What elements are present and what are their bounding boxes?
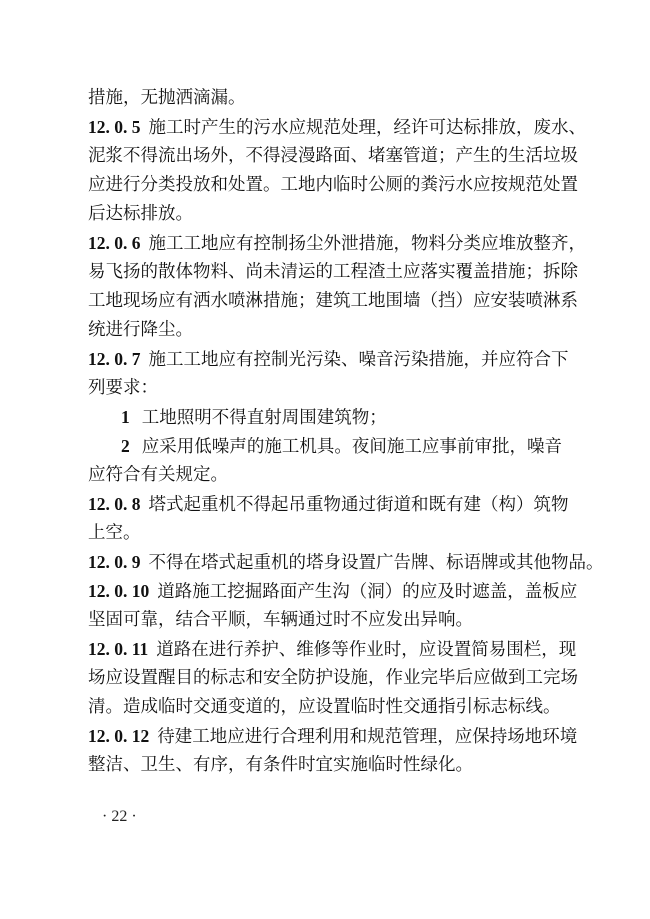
clause-12-0-6 (88, 229, 586, 345)
text-line: 场应设置醒目的标志和安全防护设施，作业完毕后应做到工完场 (88, 668, 578, 688)
item-number: 2 (121, 436, 130, 456)
text-line: 上空。 (88, 523, 141, 543)
clause-12-0-9 (88, 548, 604, 577)
text-line: 易飞扬的散体物料、尚未清运的工程渣土应落实覆盖措施；拆除 (88, 262, 578, 282)
clause-12-0-11 (88, 635, 578, 722)
item-number: 1 (121, 407, 130, 427)
clause-number: 12. 0. 5 (88, 117, 141, 137)
clause-number: 12. 0. 6 (88, 233, 141, 253)
text-line: 不得在塔式起重机的塔身设置广告牌、标语牌或其他物品。 (148, 553, 604, 573)
text-line: 塔式起重机不得起吊重物通过街道和既有建（构）筑物 (148, 495, 569, 515)
text-line: 措施，无抛洒滴漏。 (88, 88, 246, 108)
text-line: 后达标排放。 (88, 204, 193, 224)
text-line: 道路施工挖掘路面产生沟（洞）的应及时遮盖，盖板应 (157, 582, 578, 602)
text-line: 工地照明不得直射周围建筑物； (141, 408, 387, 428)
text-line: 整洁、卫生、有序，有条件时宜实施临时性绿化。 (88, 755, 473, 775)
text-line: 应进行分类投放和处置。工地内临时公厕的粪污水应按规范处置 (88, 175, 578, 195)
text-line: 坚固可靠，结合平顺，车辆通过时不应发出异响。 (88, 610, 473, 630)
clause-12-0-10 (88, 577, 578, 635)
text-line: 泥浆不得流出场外，不得浸漫路面、堵塞管道；产生的生活垃圾 (88, 146, 578, 166)
text-line: 应符合有关规定。 (88, 465, 228, 485)
text-line: 施工时产生的污水应规范处理，经许可达标排放，废水、 (148, 118, 586, 138)
list-item (88, 403, 562, 432)
text-line: 施工工地应有控制扬尘外泄措施，物料分类应堆放整齐， (148, 234, 586, 254)
text-line: 道路在进行养护、维修等作业时，应设置简易围栏，现 (156, 640, 577, 660)
text-line: 清。造成临时交通变道的，应设置临时性交通指引标志标线。 (88, 697, 561, 717)
document-body (88, 84, 604, 780)
clause-12-0-8 (88, 490, 569, 548)
clause-12-0-5 (88, 113, 586, 229)
clause-12-0-7 (88, 345, 569, 490)
page-number: · 22 · (102, 808, 137, 825)
list-item (88, 432, 562, 461)
text-line: 统进行降尘。 (88, 320, 193, 340)
clause-number: 12. 0. 11 (88, 639, 149, 659)
text-line: 施工工地应有控制光污染、噪音污染措施，并应符合下 (148, 350, 569, 370)
clause-12-0-12 (88, 722, 578, 780)
text-line: 列要求： (88, 378, 158, 398)
clause-number: 12. 0. 12 (88, 726, 150, 746)
clause-number: 12. 0. 9 (88, 552, 141, 572)
text-line: 应采用低噪声的施工机具。夜间施工应事前审批，噪音 (141, 437, 562, 457)
text-line: 待建工地应进行合理利用和规范管理，应保持场地环境 (157, 727, 578, 747)
clause-number: 12. 0. 7 (88, 349, 141, 369)
clause-number: 12. 0. 8 (88, 494, 141, 514)
text-line: 工地现场应有洒水喷淋措施；建筑工地围墙（挡）应安装喷淋系 (88, 291, 578, 311)
paragraph-continuation (88, 84, 562, 113)
clause-number: 12. 0. 10 (88, 581, 150, 601)
